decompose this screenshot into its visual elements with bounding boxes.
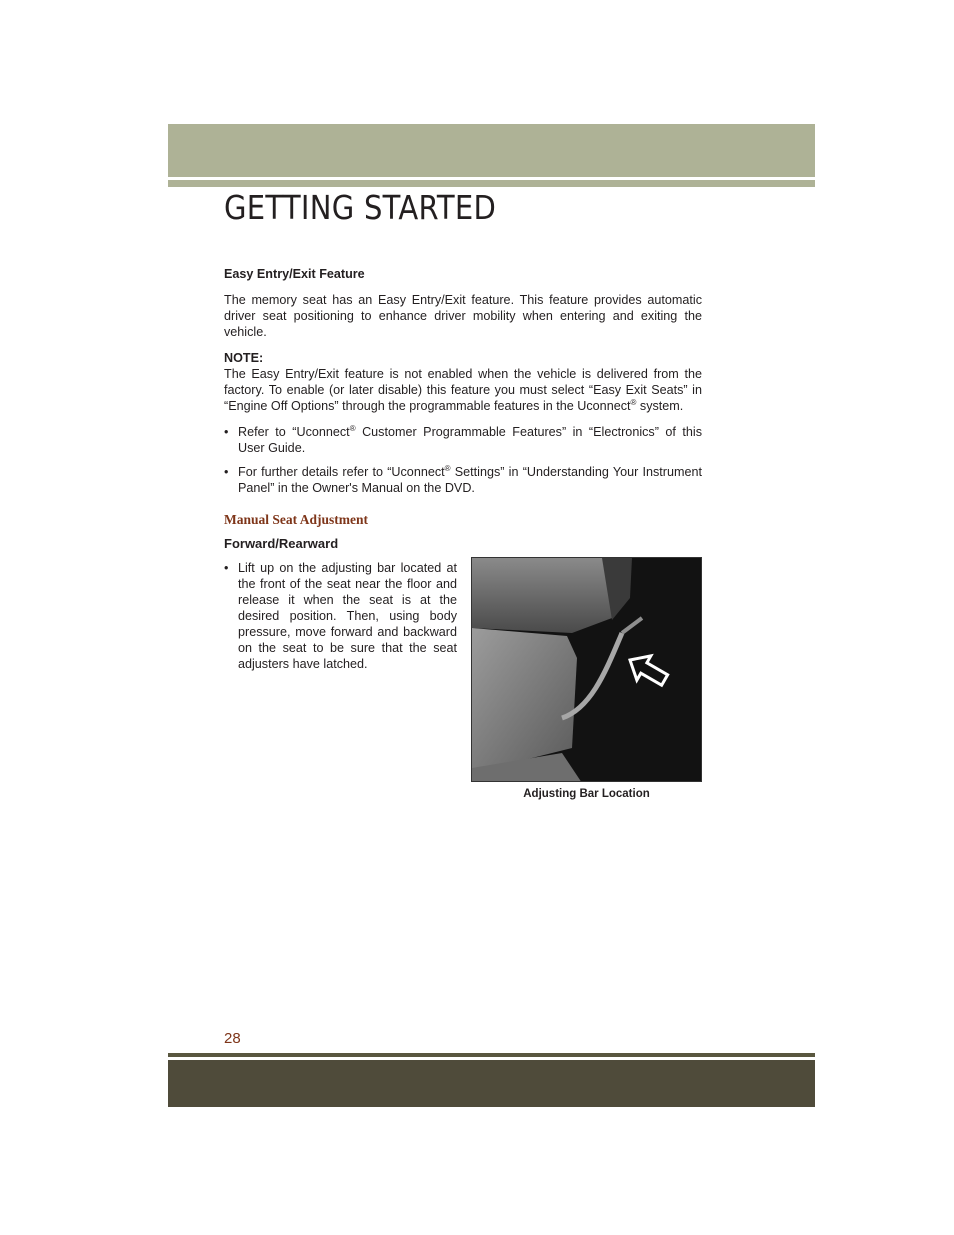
registered-mark: ® bbox=[349, 423, 356, 433]
footer-band bbox=[168, 1060, 815, 1107]
bullet-text-part2: Customer Programmable Features” in “Electronics” of this User Guide. bbox=[238, 425, 702, 455]
bullet-text-part1: Refer to “Uconnect bbox=[238, 425, 350, 439]
note-text-part2: system. bbox=[636, 399, 684, 413]
easy-entry-heading: Easy Entry/Exit Feature bbox=[224, 267, 365, 281]
bullet-icon: • bbox=[224, 425, 229, 439]
note-text bbox=[224, 366, 702, 414]
manual-seat-heading: Manual Seat Adjustment bbox=[224, 512, 369, 527]
note-label: NOTE: bbox=[224, 351, 264, 365]
forward-rearward-heading: Forward/Rearward bbox=[224, 536, 339, 551]
figure-caption: Adjusting Bar Location bbox=[523, 788, 650, 800]
header-band bbox=[168, 124, 815, 177]
registered-mark: ® bbox=[630, 397, 637, 407]
page-number: 28 bbox=[224, 1030, 241, 1047]
bullet-text-part2: Settings” in “Understanding Your Instrument Panel” in the Owner's Manual on the DVD. bbox=[238, 465, 702, 495]
easy-entry-bullets bbox=[224, 424, 702, 496]
bullet-text: Lift up on the adjusting bar located at the front of the seat near the floor and release it when the seat is at the desired position. Then, using body pressure, move forward and backward on the seat to be sure that the seat adjusters have latched. bbox=[238, 561, 457, 671]
bullet-icon: • bbox=[224, 561, 229, 575]
footer-stripe bbox=[168, 1053, 815, 1057]
easy-entry-body: The memory seat has an Easy Entry/Exit feature. This feature provides automatic driver seat positioning to enhance driver mobility when entering and exiting the vehicle. bbox=[224, 293, 702, 339]
manual-seat-bullets bbox=[224, 560, 457, 680]
list-item bbox=[224, 464, 702, 496]
list-item bbox=[224, 560, 457, 672]
adjusting-bar-photo bbox=[471, 557, 702, 782]
list-item bbox=[224, 424, 702, 456]
seat-illustration bbox=[472, 558, 702, 782]
registered-mark: ® bbox=[444, 463, 451, 473]
header-stripe bbox=[168, 180, 815, 187]
bullet-text-part1: For further details refer to “Uconnect bbox=[238, 465, 445, 479]
bullet-icon: • bbox=[224, 465, 229, 479]
section-title: GETTING STARTED bbox=[224, 188, 497, 227]
note-text-part1: The Easy Entry/Exit feature is not enabled when the vehicle is delivered from the factory. To enable (or later disable) this feature you must select “Easy Exit Seats” in “Engine Off Options” through the programmable features in the Uconnect bbox=[224, 367, 702, 413]
